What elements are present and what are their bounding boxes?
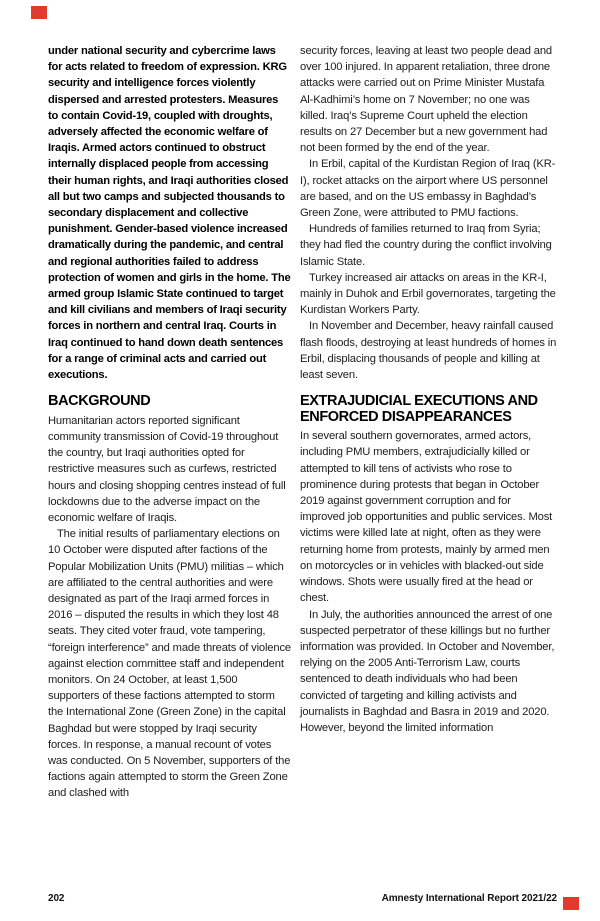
background-paragraph: Humanitarian actors reported significant community transmission of Covid-19 throughout the country, but Iraqi authorities opted for restrictive measures such as curfews, restricted hours and closing shopping centres instead of full lockdowns due to the adverse impact on the economic welfare of Iraqis. xyxy=(48,414,286,524)
background-continued-paragraph: Hundreds of families returned to Iraq from Syria; they had fled the country during the conflict involving Islamic State. xyxy=(300,223,552,268)
extrajudicial-section-heading: EXTRAJUDICIAL EXECUTIONS AND ENFORCED DISAPPEARANCES xyxy=(300,393,538,425)
extrajudicial-paragraph: In July, the authorities announced the arrest of one suspected perpetrator of these killings but no further information was provided. In October and November, relying on the 2005 Anti-Terrorism Law, courts sentenced to death individuals who had been convicted of targeting and killing activists and journalists in Baghdad and Basra in 2019 and 2020. However, beyond the limited information xyxy=(300,608,555,734)
page-footer xyxy=(48,893,557,904)
extrajudicial-paragraph: In several southern governorates, armed actors, including PMU members, extrajudicially killed or attempted to kill tens of activists who rose to prominence during protests that began in October 2019 against government corruption and for improved job opportunities and public services. Most victims were killed late at night, often as they were returning home from protests, mainly by armed men on motorcycles or in vehicles with blacked-out side windows. Shots were usually fired at the head or chest. xyxy=(300,430,553,605)
red-tab-marker-top xyxy=(31,6,47,19)
background-section-heading: BACKGROUND xyxy=(48,393,151,410)
background-continued-paragraph: security forces, leaving at least two people dead and over 100 injured. In apparent retaliation, three drone attacks were carried out on Prime Minister Mustafa Al-Kadhimi’s home on 7 November; no one was killed. Iraq’s Supreme Court upheld the election results on 27 December but a new government had not been formed by the end of the year. xyxy=(300,45,553,155)
background-continued-paragraph: Turkey increased air attacks on areas in the KR-I, mainly in Duhok and Erbil governorates, targeting the Kurdistan Workers Party. xyxy=(300,271,556,317)
right-text-column xyxy=(300,43,558,736)
left-text-column xyxy=(48,43,291,802)
red-tab-marker-bottom xyxy=(563,897,579,910)
country-summary-paragraph: under national security and cybercrime laws for acts related to freedom of expression. KRG security and intelligence forces violently dispersed and arrested protesters. Measures to contain Covid-19, coupled with droughts, adversely affected the economic welfare of Iraqis. Armed actors continued to obstruct internally displaced people from accessing their human rights, and Iraqi authorities closed all but two camps and subjected thousands to secondary displacement and collective punishment. Gender-based violence increased dramatically during the pandemic, and central and regional authorities failed to address protection of women and girls in the home. The armed group Islamic State continued to target and kill civilians and members of Iraqi security forces in northern and central Iraq. Courts in Iraq continued to hand down death sentences for a range of criminal acts and carried out executions. xyxy=(48,45,291,382)
report-title: Amnesty International Report 2021/22 xyxy=(381,893,557,904)
page-number: 202 xyxy=(48,893,65,904)
background-paragraph: The initial results of parliamentary elections on 10 October were disputed after factions of the Popular Mobilization Units (PMU) militias – which are affiliated to the central authorities and were designated as part of the Iraqi armed forces in 2016 – disputed the results in which they lost 48 seats. They cited voter fraud, vote tampering, “foreign interference” and made threats of violence against election committee staff and independent monitors. On 24 October, at least 1,500 supporters of these factions attempted to storm the International Zone (Green Zone) in the capital Baghdad but were stopped by Iraqi security forces. In response, a manual recount of votes was conducted. On 5 November, supporters of the factions again attempted to storm the Green Zone and clashed with xyxy=(48,528,291,800)
background-continued-paragraph: In November and December, heavy rainfall caused flash floods, destroying at least hundreds of homes in Erbil, displacing thousands of people and killing at least seven. xyxy=(300,320,557,382)
background-continued-paragraph: In Erbil, capital of the Kurdistan Region of Iraq (KR-I), rocket attacks on the airport where US personnel are based, and on the US embassy in Baghdad’s Green Zone, were attributed to PMU factions. xyxy=(300,158,556,220)
